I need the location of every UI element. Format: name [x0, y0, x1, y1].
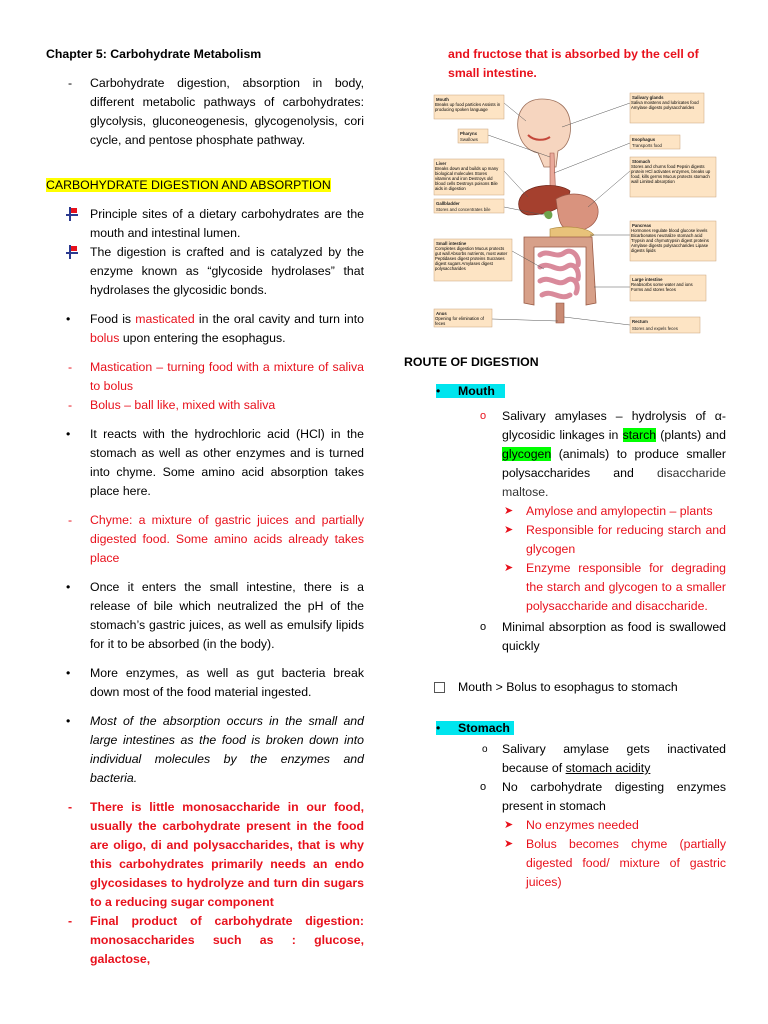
left-column — [46, 45, 364, 969]
bullet-icon: • — [66, 580, 71, 594]
sub-item — [404, 407, 726, 502]
sub-item — [404, 778, 726, 816]
flag-text: Principle sites of a dietary carbohydrates are the mouth and intestinal lumen. — [90, 207, 364, 240]
dash-item — [46, 912, 364, 969]
dash-text: Chyme: a mixture of gastric juices and partially digested food. Some amino acids already takes place — [90, 513, 364, 565]
bullet-item — [46, 712, 364, 788]
flag-text: The digestion is crafted and is catalyzed by the enzyme known as “glycoside hydrolases” that hydrolases the glycosidic bonds. — [90, 245, 364, 297]
arrow-item — [404, 521, 726, 559]
dash-marker: - — [68, 398, 73, 412]
bullet-text: Once it enters the small intestine, there is a release of bile which neutralized the pH of the stomach’s gastric juices, as well as emulsify lipids for it to be absorbed (in the body). — [90, 580, 364, 651]
diagram-label-small-intestine — [434, 239, 512, 281]
circle-bullet-icon: o — [480, 781, 487, 793]
flag-item — [46, 205, 364, 243]
diagram-label-rectum — [630, 317, 700, 333]
label-desc: Reabsorbs some water and ions Forms and stores feces — [631, 282, 693, 292]
diagram-label-stomach — [630, 157, 716, 197]
dash-text: Mastication – turning food with a mixture of saliva to bolus — [90, 360, 364, 393]
mouth-heading: Mouth — [458, 382, 726, 401]
bullet-icon: • — [436, 384, 441, 398]
svg-text:Stomach: Stomach — [632, 159, 651, 164]
flag-item — [46, 243, 364, 300]
sub-text: Salivary amylase gets inactivated because of stomach acidity — [502, 742, 726, 775]
arrow-text: Bolus becomes chyme (partially digested food/ mixture of gastric juices) — [526, 837, 726, 889]
bullet-text: It reacts with the hydrochloric acid (HCl) in the stomach as well as other enzymes and is turned into chyme. Some amino acid absorption takes place here. — [90, 427, 364, 498]
label-desc: Hormones regulate blood glucose levels Bicarbonates neutralize stomach acid Trypsin and chymotrypsin digest proteins Amylase digests polysaccharides Lipase digests lipids — [631, 228, 709, 253]
route-line — [404, 678, 726, 697]
bullet-item — [46, 425, 364, 501]
square-bullet-icon — [434, 682, 445, 693]
intro-text: Carbohydrate digestion, absorption in body, different metabolic pathways of carbohydrates: glycolysis, gluconeogenesis, glycogenolysis, cori cycle, and pentose phosphate pathway. — [90, 76, 364, 147]
stomach-shape — [556, 194, 598, 231]
svg-text:Transports food: Transports food — [632, 143, 662, 148]
svg-text:Mouth: Mouth — [436, 97, 449, 102]
svg-text:Stores and expels feces: Stores and expels feces — [632, 326, 678, 331]
route-line-text: Mouth > Bolus to esophagus to stomach — [458, 680, 678, 694]
bullet-icon: • — [66, 312, 71, 326]
label-desc: Opening for elimination of feces — [435, 316, 484, 326]
diagram-label-pancreas — [630, 221, 716, 261]
dash-text: Final product of carbohydrate digestion: monosaccharides such as : glucose, galactose, — [90, 914, 364, 966]
sub-item — [404, 740, 726, 778]
arrow-text: Amylose and amylopectin – plants — [526, 504, 713, 518]
svg-text:Small intestine: Small intestine — [436, 241, 467, 246]
route-item-stomach — [404, 719, 726, 738]
svg-text:Large intestine: Large intestine — [632, 277, 663, 282]
bullet-item — [46, 578, 364, 654]
bullet-icon: • — [66, 666, 71, 680]
arrow-bullet-icon: ➤ — [504, 838, 514, 850]
dash-marker: - — [68, 914, 73, 928]
arrow-text: No enzymes needed — [526, 818, 639, 832]
svg-text:Liver: Liver — [436, 161, 447, 166]
bullet-item — [46, 664, 364, 702]
svg-text:Esophagus: Esophagus — [632, 137, 656, 142]
dash-item — [46, 396, 364, 415]
bullet-text: Most of the absorption occurs in the small and large intestines as the food is broken down into individual molecules by the enzymes and bacteria. — [90, 714, 364, 785]
bullet-icon: • — [66, 714, 71, 728]
dash-marker: - — [68, 800, 73, 814]
svg-text:Swallows: Swallows — [460, 137, 478, 142]
arrow-text: Responsible for reducing starch and glycogen — [526, 523, 726, 556]
sub-text: No carbohydrate digesting enzymes present in stomach — [502, 780, 726, 813]
bullet-icon: • — [436, 721, 441, 735]
diagram-label-esophagus — [630, 135, 680, 149]
diagram-label-mouth — [434, 95, 504, 119]
arrow-bullet-icon: ➤ — [504, 562, 514, 574]
route-heading: ROUTE OF DIGESTION — [404, 355, 539, 369]
label-desc: Breaks up food particles Assists in producing spoken language — [435, 102, 501, 112]
digestive-system-diagram — [432, 91, 720, 339]
rectum-shape — [556, 303, 564, 323]
intro-item — [46, 74, 364, 150]
bullet-icon: • — [66, 427, 71, 441]
diagram-label-anus — [434, 309, 492, 327]
arrow-item — [404, 835, 726, 892]
dash-text: Bolus – ball like, mixed with saliva — [90, 398, 276, 412]
flag-bullet-icon — [66, 207, 78, 221]
arrow-item — [404, 502, 726, 521]
diagram-label-large-intestine — [630, 275, 706, 301]
dash-marker: - — [68, 76, 73, 90]
bullet-text: More enzymes, as well as gut bacteria break down most of the food material ingested. — [90, 666, 364, 699]
sub-text: Minimal absorption as food is swallowed quickly — [502, 620, 726, 653]
dash-item — [46, 358, 364, 396]
arrow-item — [404, 816, 726, 835]
svg-text:Stores and concentrates bile: Stores and concentrates bile — [436, 207, 491, 212]
arrow-text: Enzyme responsible for degrading the starch and glycogen to a smaller polysaccharide and disaccharide. — [526, 561, 726, 613]
svg-text:Pharynx: Pharynx — [460, 131, 477, 136]
svg-text:Gallbladder: Gallbladder — [436, 201, 460, 206]
svg-text:Rectum: Rectum — [632, 319, 648, 324]
continued-text: and fructose that is absorbed by the cell of small intestine. — [448, 47, 699, 80]
dash-text: There is little monosaccharide in our food, usually the carbohydrate present in the food are oligo, di and polysaccharides, that is why this carbohydrates primarily needs an endo glycosidases to hydrolyze and turn din sugars to a reducing sugar component — [90, 800, 364, 909]
arrow-bullet-icon: ➤ — [504, 524, 514, 536]
dash-item — [46, 511, 364, 568]
circle-bullet-icon: o — [480, 410, 487, 422]
sub-item — [404, 618, 726, 656]
circle-bullet-icon: o — [480, 621, 487, 633]
svg-text:Pancreas: Pancreas — [632, 223, 652, 228]
sub-text: Salivary amylases – hydrolysis of α-glycosidic linkages in starch (plants) and glycogen (animals) to produce smaller polysaccharides and disaccharide maltose. — [502, 409, 726, 499]
stomach-heading: Stomach — [458, 719, 726, 738]
arrow-bullet-icon: ➤ — [504, 505, 514, 517]
arrow-bullet-icon: ➤ — [504, 819, 514, 831]
diagram-label-liver — [434, 159, 504, 195]
section-heading: CARBOHYDRATE DIGESTION AND ABSORPTION — [46, 178, 331, 192]
label-desc: Stores and churns food Pepsin digests protein HCl activates enzymes, breaks up food, kills germs Mucus protects stomach wall Limited absorption — [631, 164, 711, 184]
route-item-mouth — [404, 382, 726, 401]
small-circle-bullet-icon: o — [482, 744, 488, 755]
label-desc: Breaks down and builds up many biological molecules Stores vitamins and iron Destroys old blood cells Destroys poisons Bile aids in digestion — [435, 166, 499, 191]
diagram-label-gallbladder — [434, 199, 504, 213]
dash-marker: - — [68, 360, 73, 374]
bullet-item — [46, 310, 364, 348]
bullet-text: Food is masticated in the oral cavity and turn into bolus upon entering the esophagus. — [90, 312, 364, 345]
arrow-item — [404, 559, 726, 616]
right-column — [404, 45, 726, 892]
flag-bullet-icon — [66, 245, 78, 259]
diagram-label-salivary — [630, 93, 704, 123]
svg-text:Salivary glands: Salivary glands — [632, 95, 664, 100]
svg-text:Anus: Anus — [436, 311, 447, 316]
diagram-label-pharynx — [458, 129, 488, 143]
label-desc: Saliva moistens and lubricates food Amylase digests polysaccharides — [631, 100, 699, 110]
label-desc: Completes digestion Mucus protects gut wall Absorbs nutrients, most water Peptidases digest proteins Sucrases digest sugars Amylases digest polysaccharides — [435, 246, 508, 271]
dash-item — [46, 798, 364, 912]
dash-marker: - — [68, 513, 73, 527]
chapter-title: Chapter 5: Carbohydrate Metabolism — [46, 47, 262, 61]
